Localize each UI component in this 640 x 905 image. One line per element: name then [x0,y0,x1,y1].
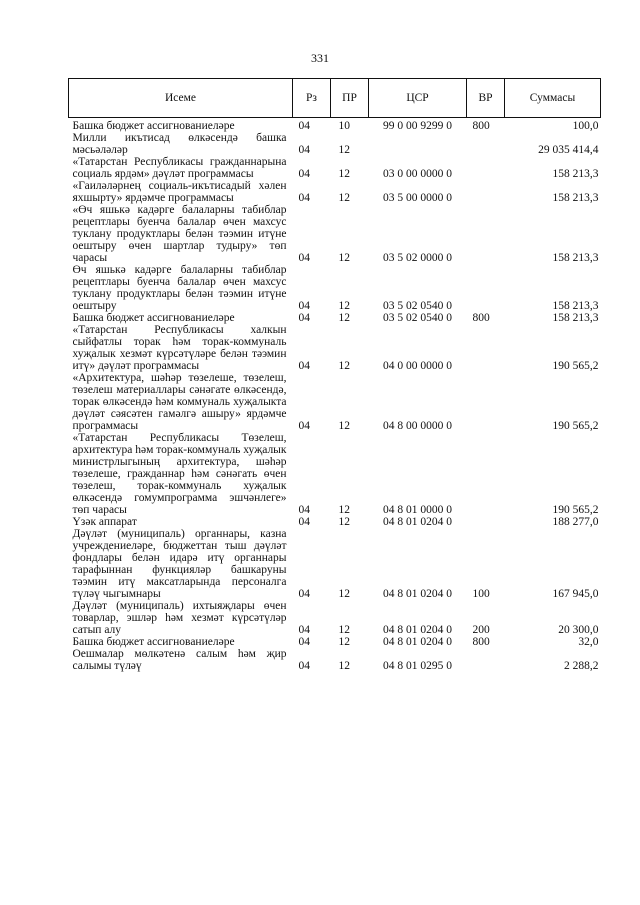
header-name: Исеме [69,79,293,118]
row-pr: 12 [338,300,350,312]
row-pr: 10 [338,120,350,132]
table-row [69,118,601,133]
header-vr: ВР [467,79,505,118]
header-csr: ЦСР [369,79,467,118]
row-rz: 04 [298,300,310,312]
row-csr: 03 5 02 0000 0 [383,252,452,264]
row-sum: 20 300,0 [558,624,599,636]
row-sum: 32,0 [578,636,599,648]
row-csr: 03 0 00 0000 0 [383,168,452,180]
row-csr: 99 0 00 9299 0 [383,120,452,132]
row-pr: 12 [338,504,350,516]
header-pr: ПР [331,79,369,118]
table-header-row [69,79,601,118]
row-pr: 12 [338,144,350,156]
row-name: «Татарстан Республикасы Төзелеш, архитектура һәм торак-коммуналь хуҗалык министрлыгының архитектура, шәһәр төзелеше, гражданнар һәм сәнәгать өчен төзелеш, торак-коммуналь хуҗалык өлкәсендә гомумпрограмма эшчәнлеге» төп чарасы [72,432,287,516]
row-name: Башка бюджет ассигнованиеләре [72,312,235,324]
row-sum: 29 035 414,4 [538,144,599,156]
row-sum: 158 213,3 [552,168,599,180]
row-rz: 04 [298,636,310,648]
row-pr: 12 [338,660,350,672]
row-vr: 800 [472,120,490,132]
row-name: Милли икътисад өлкәсендә башка мәсьәләләр [72,132,287,156]
row-vr [467,516,505,528]
row-pr: 12 [338,516,350,528]
row-vr: 800 [472,636,490,648]
row-csr: 04 8 00 0000 0 [383,420,452,432]
row-sum: 158 213,3 [552,312,599,324]
table-row [69,156,601,180]
row-vr [467,372,505,432]
row-rz: 04 [298,660,310,672]
row-vr: 100 [472,588,490,600]
row-name: «Татарстан Республикасы халкын сыйфатлы торак һәм торак-коммуналь хуҗалык хезмәт күрсәтүләре белән тәэмин итү» дәүләт программасы [72,324,287,372]
row-sum: 167 945,0 [552,588,599,600]
table-row [69,324,601,372]
row-vr [467,156,505,180]
budget-table [68,78,601,672]
row-vr: 200 [472,624,490,636]
row-vr [467,432,505,516]
row-vr [467,264,505,312]
row-pr: 12 [338,312,350,324]
row-csr: 03 5 02 0540 0 [383,312,452,324]
row-name: Башка бюджет ассигнованиеләре [72,636,235,648]
row-vr [467,324,505,372]
row-csr: 04 0 00 0000 0 [383,360,452,372]
row-csr: 04 8 01 0204 0 [383,624,452,636]
row-name: Башка бюджет ассигнованиеләре [72,120,235,132]
row-vr [467,132,505,156]
row-rz: 04 [298,504,310,516]
row-name: «Өч яшькә кадәрге балаларны табиблар рецептлары буенча балалар өчен махсус туклану продуктлары белән тәэмин итүне оештыру өчен шартлар тудыру» төп чарасы [72,204,287,264]
row-name: Өч яшькә кадәрге балаларны табиблар рецептлары буенча балалар өчен махсус туклану продуктлары белән тәэмин итүне оештыру [72,264,287,312]
table-row [69,432,601,516]
row-sum: 158 213,3 [552,300,599,312]
row-rz: 04 [298,588,310,600]
row-sum: 2 288,2 [564,660,599,672]
row-sum: 190 565,2 [552,420,599,432]
row-sum: 158 213,3 [552,252,599,264]
row-rz: 04 [298,252,310,264]
table-row [69,372,601,432]
row-rz: 04 [298,360,310,372]
row-vr [467,204,505,264]
row-rz: 04 [298,312,310,324]
row-name: «Архитектура, шәһәр төзелеше, төзелеш, төзелеш материаллары сәнәгате өлкәсендә, торак өлкәсендә һәм коммуналь хуҗалыкта дәүләт сәясәтен гамәлгә ашыру» ярдәмче программасы [72,372,287,432]
row-sum: 100,0 [572,120,599,132]
row-sum: 190 565,2 [552,504,599,516]
header-rz: Рз [293,79,331,118]
row-sum: 190 565,2 [552,360,599,372]
row-pr: 12 [338,420,350,432]
row-pr: 12 [338,636,350,648]
row-sum: 158 213,3 [552,192,599,204]
row-rz: 04 [298,516,310,528]
row-csr [369,132,467,156]
row-csr: 04 8 01 0000 0 [383,504,452,516]
row-name: Дәүләт (муниципаль) органнары, казна учреждениеләре, бюджеттан тыш дәүләт фондлары белән идарә итү органнары тарафыннан функцияләр башкаруны тәэмин итү максатларында персоналга түләү чыгымнары [72,528,287,600]
row-name: Үзәк аппарат [72,516,137,528]
row-csr: 04 8 01 0204 0 [383,516,452,528]
row-vr [467,180,505,204]
row-rz: 04 [298,624,310,636]
row-csr: 03 5 02 0540 0 [383,300,452,312]
row-pr: 12 [338,360,350,372]
row-pr: 12 [338,192,350,204]
row-csr: 04 8 01 0204 0 [383,588,452,600]
table-row [69,180,601,204]
table-row [69,312,601,324]
row-csr: 04 8 01 0295 0 [383,660,452,672]
row-pr: 12 [338,624,350,636]
table-row [69,204,601,264]
row-name: «Гаиләләрнең социаль-икътисадый хәлен яхшырту» ярдәмче программасы [72,180,287,204]
row-rz: 04 [298,192,310,204]
table-row [69,516,601,528]
row-name: Дәүләт (муниципаль) ихтыяҗлары өчен товарлар, эшләр һәм хезмәт күрсәтүләр сатып алу [72,600,287,636]
table-row [69,528,601,600]
row-vr: 800 [472,312,490,324]
table-row [69,132,601,156]
row-rz: 04 [298,120,310,132]
row-pr: 12 [338,252,350,264]
row-vr [467,648,505,672]
row-csr: 03 5 00 0000 0 [383,192,452,204]
row-rz: 04 [298,168,310,180]
row-sum: 188 277,0 [552,516,599,528]
table-row [69,636,601,648]
row-csr: 04 8 01 0204 0 [383,636,452,648]
row-pr: 12 [338,588,350,600]
row-rz: 04 [298,420,310,432]
row-rz: 04 [298,144,310,156]
page-number: 331 [311,51,329,65]
header-sum: Суммасы [505,79,601,118]
row-name: «Татарстан Республикасы гражданнарына социаль ярдәм» дәүләт программасы [72,156,287,180]
row-name: Оешмалар мөлкәтенә салым һәм җир салымы түләү [72,648,287,672]
table-row [69,600,601,636]
table-row [69,264,601,312]
row-pr: 12 [338,168,350,180]
table-row [69,648,601,672]
